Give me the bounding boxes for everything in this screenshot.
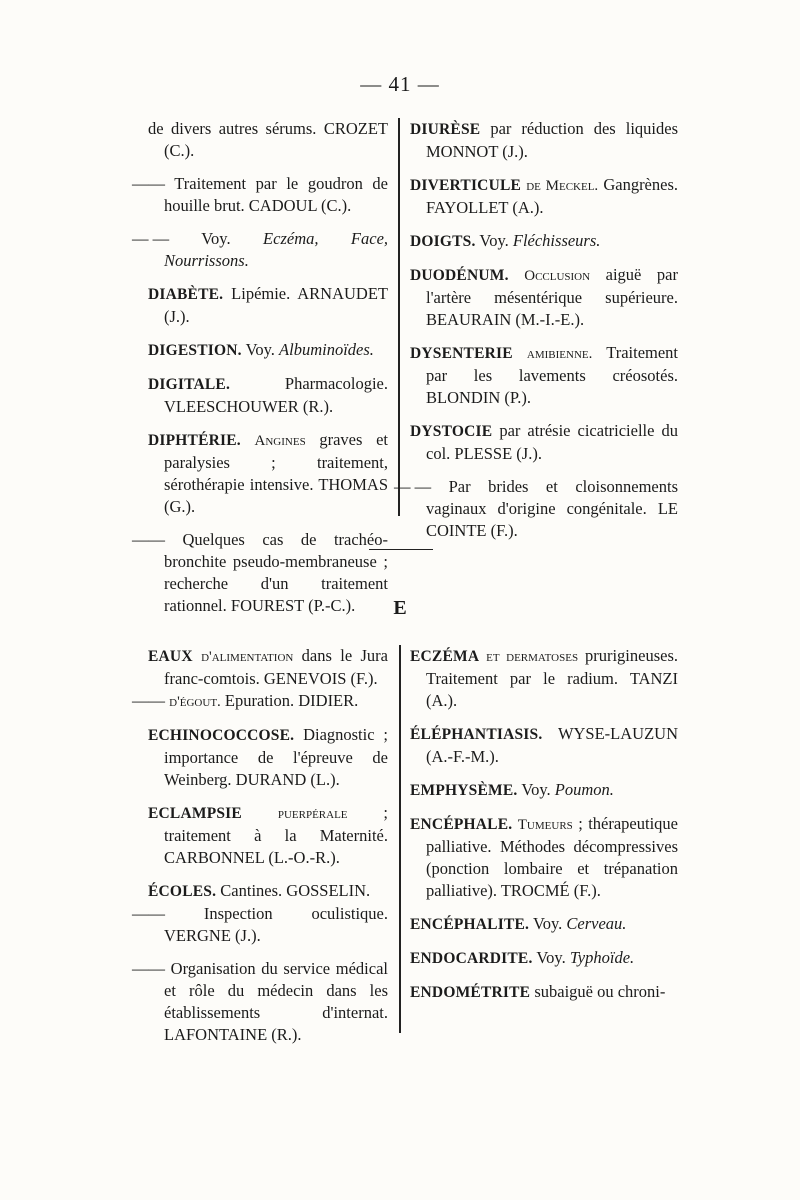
entry-dash: — — — [394, 477, 432, 496]
index-entry — [410, 723, 678, 768]
see-also-target: Eczéma, Face, Nourrissons. — [164, 229, 389, 270]
entry-text: Traitement par le goudron de houille brut. CADOUL (C.). — [164, 174, 388, 215]
index-entry — [148, 880, 388, 903]
index-entry — [148, 724, 388, 791]
entry-text: ; traitement à la Maternité. CARBONNEL (L.-O.-R.). — [164, 803, 389, 867]
see-also-target: Cerveau. — [566, 914, 627, 933]
entry-text: dans le Jura franc-comtois. GENEVOIS (F.). — [164, 646, 388, 688]
index-entry — [132, 903, 389, 947]
entry-text: Lipémie. ARNAUDET (J.). — [164, 284, 388, 326]
see-also-label: Voy. — [245, 340, 275, 359]
index-entry — [132, 173, 388, 217]
see-also-label: Voy. — [201, 229, 231, 248]
index-entry — [410, 779, 678, 802]
entry-dash: —— — [132, 904, 165, 923]
entry-text: Organisation du service médical et rôle du médecin dans les établissements d'internat. LAFONTAINE (R.). — [164, 959, 388, 1044]
entry-heading: DIVERTICULE — [410, 177, 522, 194]
entry-heading: ENDOCARDITE. — [410, 950, 533, 967]
index-section-e — [0, 645, 800, 1044]
see-also-target: Albuminoïdes. — [279, 340, 374, 359]
entry-text: par réduction des liquides MONNOT (J.). — [426, 119, 678, 161]
entry-heading: ÉLÉPHANTIASIS. — [410, 726, 543, 743]
entry-heading: ECHINOCOCCOSE. — [148, 727, 295, 744]
column-divider — [399, 645, 401, 1033]
index-entry — [132, 228, 389, 272]
entry-text: prurigineuses. Traitement par le radium. TANZI (A.). — [426, 646, 679, 710]
entry-text: Diagnostic ; importance de l'épreuve de Weinberg. DURAND (L.). — [164, 725, 388, 789]
entry-heading: DIGITALE. — [148, 376, 231, 393]
entry-text: Traitement par les lavements créosotés. BLONDIN (P.). — [426, 343, 679, 407]
index-entry — [410, 645, 678, 712]
entry-heading: EAUX — [148, 648, 193, 665]
column-bottom-right — [410, 645, 678, 1015]
entry-heading: ECLAMPSIE — [148, 805, 242, 822]
entry-dash: —— — [132, 530, 165, 549]
entry-dash: — — — [132, 229, 170, 248]
index-entry — [148, 283, 388, 328]
index-entry — [410, 913, 678, 936]
entry-text: Inspection oculistique. VERGNE (J.). — [164, 904, 389, 945]
see-also-label: Voy. — [532, 914, 563, 933]
entry-heading: DIURÈSE — [410, 121, 481, 138]
index-entry — [410, 118, 678, 163]
index-section-d — [0, 118, 800, 615]
index-entry — [148, 373, 388, 418]
entry-heading: DYSTOCIE — [410, 423, 493, 440]
see-also-target: Fléchisseurs. — [512, 231, 601, 250]
entry-text: ; thérapeutique palliative. Méthodes décompressives (ponction lombaire et trépanation palliative). TROCMÉ (F.). — [426, 814, 678, 900]
entry-heading: DIABÈTE. — [148, 286, 224, 303]
entry-dash: —— — [132, 691, 165, 710]
entry-text: de divers autres sérums. CROZET (C.). — [148, 119, 388, 160]
entry-heading: DYSENTERIE — [410, 345, 513, 362]
entry-heading: DIPHTÉRIE. — [148, 432, 241, 449]
see-also-label: Voy. — [479, 231, 509, 250]
entry-heading: ENCÉPHALITE. — [410, 916, 530, 933]
entry-heading: DUODÉNUM. — [410, 267, 509, 284]
index-entry — [410, 981, 678, 1004]
entry-subheading: d'égout. — [169, 694, 221, 710]
index-entry — [394, 476, 678, 542]
index-entry — [148, 118, 388, 162]
index-entry — [410, 342, 678, 409]
entry-text: Gangrènes. FAYOLLET (A.). — [426, 175, 679, 217]
index-entry — [132, 958, 388, 1046]
see-also-label: Voy. — [536, 948, 566, 967]
entry-text: WYSE-LAUZUN (A.-F.-M.). — [426, 724, 678, 766]
index-entry — [410, 264, 678, 331]
entry-text: Cantines. GOSSELIN. — [220, 881, 371, 900]
entry-heading: ECZÉMA — [410, 648, 480, 665]
see-also-target: Poumon. — [554, 780, 614, 799]
column-bottom-left — [132, 645, 389, 1057]
index-entry — [410, 174, 678, 219]
entry-subheading: et dermatoses — [486, 649, 579, 665]
entry-heading: ENCÉPHALE. — [410, 816, 513, 833]
index-entry — [410, 420, 678, 465]
entry-text: subaiguë ou chroni- — [534, 982, 666, 1001]
page-number: — 41 — — [360, 72, 440, 96]
section-separator — [369, 549, 433, 550]
see-also-label: Voy. — [521, 780, 551, 799]
index-entry — [410, 230, 678, 253]
index-entry — [148, 802, 388, 869]
entry-heading: EMPHYSÈME. — [410, 782, 518, 799]
entry-text: Par brides et cloisonnements vaginaux d'origine congénitale. LE COINTE (F.). — [426, 477, 678, 540]
entry-dash: —— — [132, 959, 165, 978]
entry-heading: ENDOMÉTRITE — [410, 984, 531, 1001]
index-entry — [148, 645, 388, 690]
index-entry — [410, 813, 678, 902]
entry-subheading: de Meckel. — [526, 178, 599, 194]
index-entry — [132, 690, 388, 713]
entry-heading: DOIGTS. — [410, 233, 476, 250]
entry-text: aiguë par l'artère mésentérique supérieure. BEAURAIN (M.-I.-E.). — [426, 265, 678, 329]
entry-text: Pharmacologie. VLEESCHOUWER (R.). — [164, 374, 388, 416]
entry-text: par atrésie cicatricielle du col. PLESSE (J.). — [426, 421, 678, 463]
column-divider — [398, 118, 400, 516]
entry-subheading: Occlusion — [524, 268, 591, 284]
entry-heading: DIGESTION. — [148, 342, 242, 359]
index-entry — [148, 429, 388, 518]
entry-subheading: d'alimentation — [201, 649, 294, 665]
entry-subheading: amibienne. — [526, 346, 593, 362]
entry-text: Epuration. DIDIER. — [224, 691, 359, 710]
entry-subheading: puerpérale — [277, 806, 348, 822]
entry-text: graves et paralysies ; traitement, sérothérapie intensive. THOMAS (G.). — [164, 430, 388, 516]
entry-subheading: Angines — [254, 433, 306, 449]
entry-text: Quelques cas de trachéo-bronchite pseudo-membraneuse ; recherche d'un traitement rationnel. FOUREST (P.-C.). — [164, 530, 388, 615]
section-letter: E — [393, 597, 407, 619]
index-entry — [410, 947, 678, 970]
column-top-left — [132, 118, 389, 628]
entry-subheading: Tumeurs — [517, 817, 573, 833]
entry-dash: —— — [132, 174, 165, 193]
entry-heading: ÉCOLES. — [148, 883, 217, 900]
see-also-target: Typhoïde. — [569, 948, 635, 967]
column-top-right — [394, 118, 679, 553]
index-entry — [148, 339, 388, 362]
